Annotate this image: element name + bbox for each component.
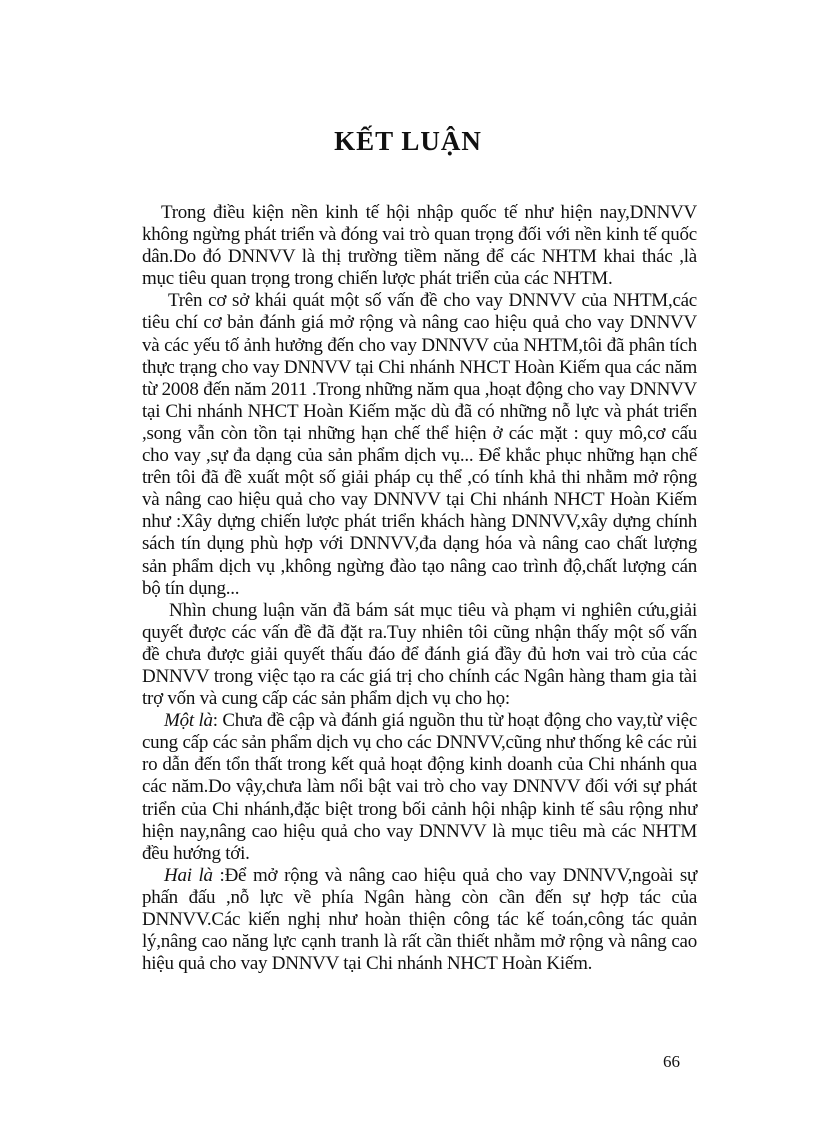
paragraph-intro-text: Trong điều kiện nền kinh tế hội nhập quốc tế như hiện nay,DNNVV không ngừng phát triển và đóng vai trò quan trọng đối với nền kinh tế quốc dân.Do đó DNNVV là thị trường tiềm năng để các NHTM khai thác ,là mục tiêu quan trọng trong chiến lược phát triển của các NHTM. [142,202,697,290]
paragraph-intro [142,202,697,290]
paragraph-point-one-text: : Chưa đề cập và đánh giá nguồn thu từ hoạt động cho vay,từ việc cung cấp các sản phẩm dịch vụ cho các DNNVV,cũng như thống kê các rủi ro dẫn đến tổn thất trong kết quả hoạt động kinh doanh của Chi nhánh qua các năm.Do vậy,chưa làm nổi bật vai trò cho vay DNNVV đối với sự phát triển của Chi nhánh,đặc biệt trong bối cảnh hội nhập kinh tế sâu rộng như hiện nay,nâng cao hiệu quả cho vay DNNVV là mục tiêu mà các NHTM đều hướng tới. [142,710,697,864]
page-number: 66 [663,1052,680,1071]
paragraph-analysis-text: Trên cơ sở khái quát một số vấn đề cho vay DNNVV của NHTM,các tiêu chí cơ bản đánh giá mở rộng và nâng cao hiệu quả cho vay DNNVV và các yếu tố ảnh hưởng đến cho vay DNNVV của NHTM,tôi đã phân tích thực trạng cho vay DNNVV tại Chi nhánh NHCT Hoàn Kiếm qua các năm từ 2008 đến năm 2011 .Trong những năm qua ,hoạt động cho vay DNNVV tại Chi nhánh NHCT Hoàn Kiếm mặc dù đã có những nỗ lực và phát triển ,song vẫn còn tồn tại những hạn chế thể hiện ở các mặt : quy mô,cơ cấu cho vay ,sự đa dạng của sản phẩm dịch vụ... Để khắc phục những hạn chế trên tôi đã đề xuất một số giải pháp cụ thể ,có tính khả thi nhằm mở rộng và nâng cao hiệu quả cho vay DNNVV tại Chi nhánh NHCT Hoàn Kiếm như :Xây dựng chiến lược phát triển khách hàng DNNVV,xây dựng chính sách tín dụng phù hợp với DNNVV,đa dạng hóa và nâng cao chất lượng sản phẩm dịch vụ ,không ngừng đào tạo nâng cao trình độ,chất lượng cán bộ tín dụng... [142,290,697,599]
document-body [142,202,697,975]
paragraph-point-one [142,710,697,865]
paragraph-point-one-lead: Một là [164,710,213,732]
paragraph-point-two [142,865,697,975]
paragraph-summary [142,600,697,710]
page-title: KẾT LUẬN [334,126,482,156]
paragraph-summary-text: Nhìn chung luận văn đã bám sát mục tiêu và phạm vi nghiên cứu,giải quyết được các vấn đề đã đặt ra.Tuy nhiên tôi cũng nhận thấy một số vấn đề chưa được giải quyết thấu đáo để đánh giá đầy đủ hơn vai trò của các DNNVV trong việc tạo ra các giá trị cho chính các Ngân hàng tham gia tài trợ vốn và cung cấp các sản phẩm dịch vụ cho họ: [142,599,697,710]
paragraph-point-two-lead: Hai là [164,864,213,886]
paragraph-point-two-text: :Để mở rộng và nâng cao hiệu quả cho vay DNNVV,ngoài sự phấn đấu ,nỗ lực về phía Ngân hàng còn cần đến sự hợp tác của DNNVV.Các kiến nghị như hoàn thiện công tác kế toán,công tác quản lý,nâng cao năng lực cạnh tranh là rất cần thiết nhằm mở rộng và nâng cao hiệu quả cho vay DNNVV tại Chi nhánh NHCT Hoàn Kiếm. [142,864,698,975]
paragraph-analysis [142,290,697,599]
